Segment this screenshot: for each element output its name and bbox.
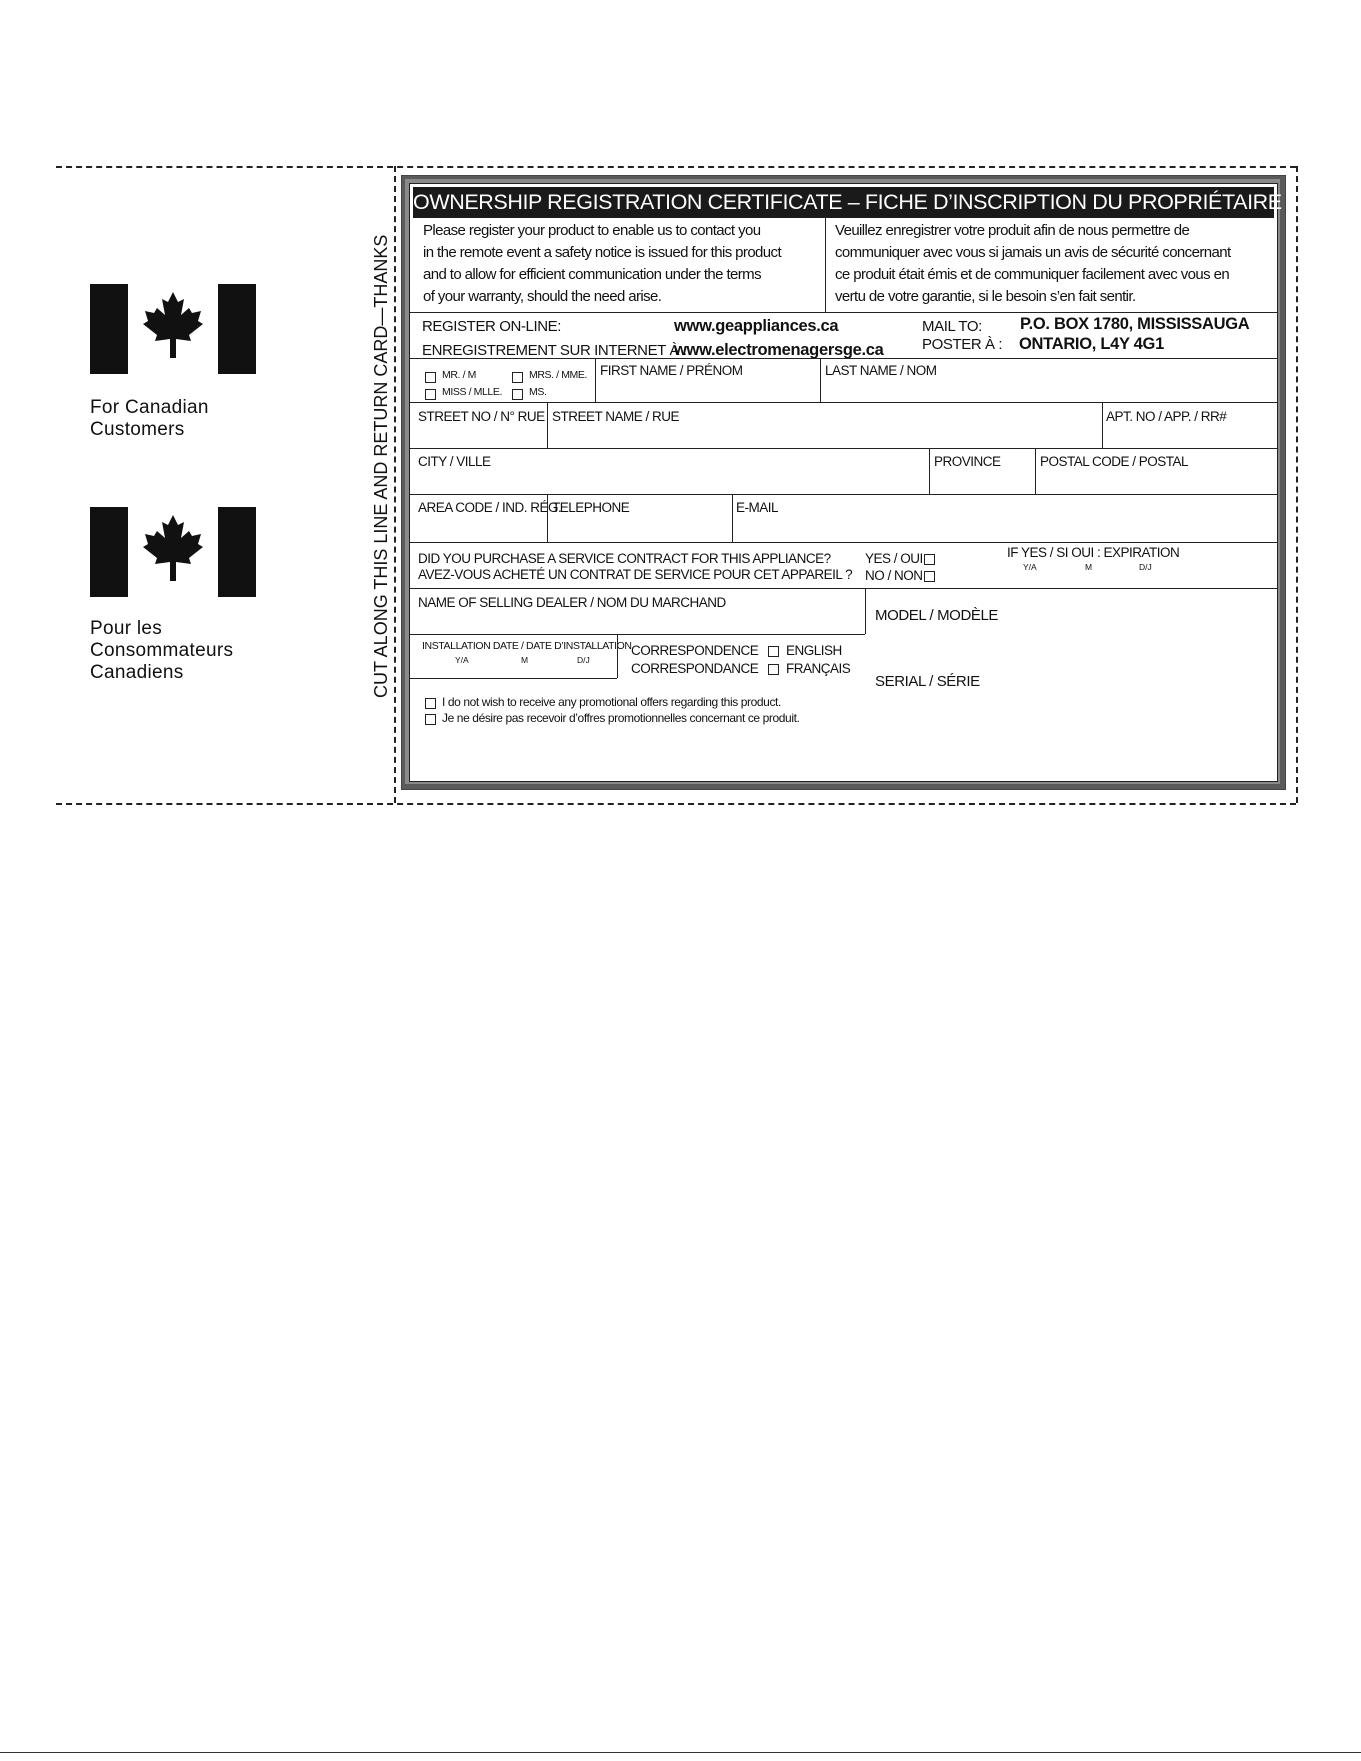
- serial-field[interactable]: SERIAL / SÉRIE: [875, 673, 980, 690]
- ms-checkbox[interactable]: [512, 389, 523, 400]
- miss-checkbox[interactable]: [425, 389, 436, 400]
- optout-fr-checkbox[interactable]: [425, 714, 436, 725]
- cut-line-right: [1296, 166, 1298, 803]
- english-checkbox[interactable]: [768, 646, 779, 657]
- ms-label: MS.: [529, 386, 547, 398]
- mrs-label: MRS. / MME.: [529, 369, 588, 381]
- telephone-field[interactable]: TELEPHONE: [552, 500, 630, 515]
- correspondence-label-fr: CORRESPONDANCE: [631, 661, 759, 676]
- dealer-field[interactable]: NAME OF SELLING DEALER / NOM DU MARCHAND: [418, 595, 726, 610]
- service-yes-checkbox[interactable]: [924, 554, 935, 565]
- register-online-label: REGISTER ON-LINE:: [422, 318, 562, 335]
- installation-m-label[interactable]: M: [521, 655, 529, 665]
- canada-flag-icon: [90, 507, 256, 597]
- correspondence-label-en: CORRESPONDENCE: [631, 643, 759, 658]
- province-field[interactable]: PROVINCE: [934, 454, 1001, 469]
- email-field[interactable]: E-MAIL: [736, 500, 779, 515]
- canada-flag-icon: [90, 284, 256, 374]
- installation-date-label: INSTALLATION DATE / DATE D’INSTALLATION: [422, 640, 632, 652]
- registration-card: [409, 183, 1282, 782]
- service-no-checkbox[interactable]: [924, 571, 935, 582]
- last-name-field[interactable]: LAST NAME / NOM: [825, 363, 937, 378]
- register-online-url[interactable]: www.geappliances.ca: [674, 317, 839, 335]
- caption-en: For Canadian Customers: [90, 397, 209, 440]
- street-no-field[interactable]: STREET NO / N° RUE: [418, 409, 545, 424]
- installation-y-label[interactable]: Y/A: [455, 655, 469, 665]
- page-bottom-rule: [0, 1752, 1361, 1753]
- installation-d-label[interactable]: D/J: [577, 655, 590, 665]
- french-label: FRANÇAIS: [786, 661, 851, 676]
- expiration-m-label[interactable]: M: [1085, 562, 1093, 572]
- service-yes-label: YES / OUI: [865, 551, 923, 566]
- postal-code-field[interactable]: POSTAL CODE / POSTAL: [1040, 454, 1189, 469]
- mail-to-label: MAIL TO:: [922, 318, 982, 335]
- mailing-address-line1: P.O. BOX 1780, MISSISSAUGA: [1020, 315, 1250, 333]
- cut-line-top: [56, 166, 1296, 168]
- expiration-label: IF YES / SI OUI : EXPIRATION: [1007, 545, 1180, 560]
- optout-fr-label: Je ne désire pas recevoir d’offres promotionnelles concernant ce produit.: [442, 711, 800, 725]
- area-code-field[interactable]: AREA CODE / IND. RÉG.: [418, 500, 562, 515]
- french-checkbox[interactable]: [768, 664, 779, 675]
- intro-en: Please register your product to enable us to contact you in the remote event a safety notice is issued for this product and to allow for efficient communication under the terms of your warranty, should the need arise.: [423, 222, 782, 305]
- expiration-d-label[interactable]: D/J: [1139, 562, 1152, 572]
- service-contract-question-fr: AVEZ-VOUS ACHETÉ UN CONTRAT DE SERVICE POUR CET APPAREIL ?: [418, 567, 853, 582]
- cut-line-left: [394, 166, 396, 803]
- service-no-label: NO / NON: [865, 568, 923, 583]
- mrs-checkbox[interactable]: [512, 372, 523, 383]
- caption-fr: Pour les Consommateurs Canadiens: [90, 618, 234, 683]
- optout-en-label: I do not wish to receive any promotional offers regarding this product.: [442, 695, 781, 709]
- mr-checkbox[interactable]: [425, 372, 436, 383]
- optout-en-checkbox[interactable]: [425, 698, 436, 709]
- cut-line-bottom: [56, 803, 1296, 805]
- first-name-field[interactable]: FIRST NAME / PRÉNOM: [600, 363, 743, 378]
- register-internet-label: ENREGISTREMENT SUR INTERNET À :: [422, 342, 687, 359]
- register-internet-url[interactable]: www.electromenagersge.ca: [674, 341, 884, 359]
- mailing-address-line2: ONTARIO, L4Y 4G1: [1019, 335, 1164, 353]
- model-field[interactable]: MODEL / MODÈLE: [875, 607, 999, 624]
- poster-label: POSTER À :: [922, 336, 1003, 353]
- intro-fr: Veuillez enregistrer votre produit afin de nous permettre de communiquer avec vous si jamais un avis de sécurité concernant ce produit était émis et de communiquer facilement avec vous en vertu de votre garantie, si le besoin s’en fait sentir.: [835, 222, 1231, 305]
- mr-label: MR. / M: [442, 369, 476, 381]
- service-contract-question-en: DID YOU PURCHASE A SERVICE CONTRACT FOR THIS APPLIANCE?: [418, 551, 831, 566]
- expiration-y-label[interactable]: Y/A: [1023, 562, 1037, 572]
- city-field[interactable]: CITY / VILLE: [418, 454, 491, 469]
- street-name-field[interactable]: STREET NAME / RUE: [552, 409, 680, 424]
- english-label: ENGLISH: [786, 643, 842, 658]
- card-title: OWNERSHIP REGISTRATION CERTIFICATE – FICHE D’INSCRIPTION DU PROPRIÉTAIRE: [413, 187, 1274, 218]
- miss-label: MISS / MLLE.: [442, 386, 502, 398]
- apt-no-field[interactable]: APT. NO / APP. / RR#: [1106, 409, 1227, 424]
